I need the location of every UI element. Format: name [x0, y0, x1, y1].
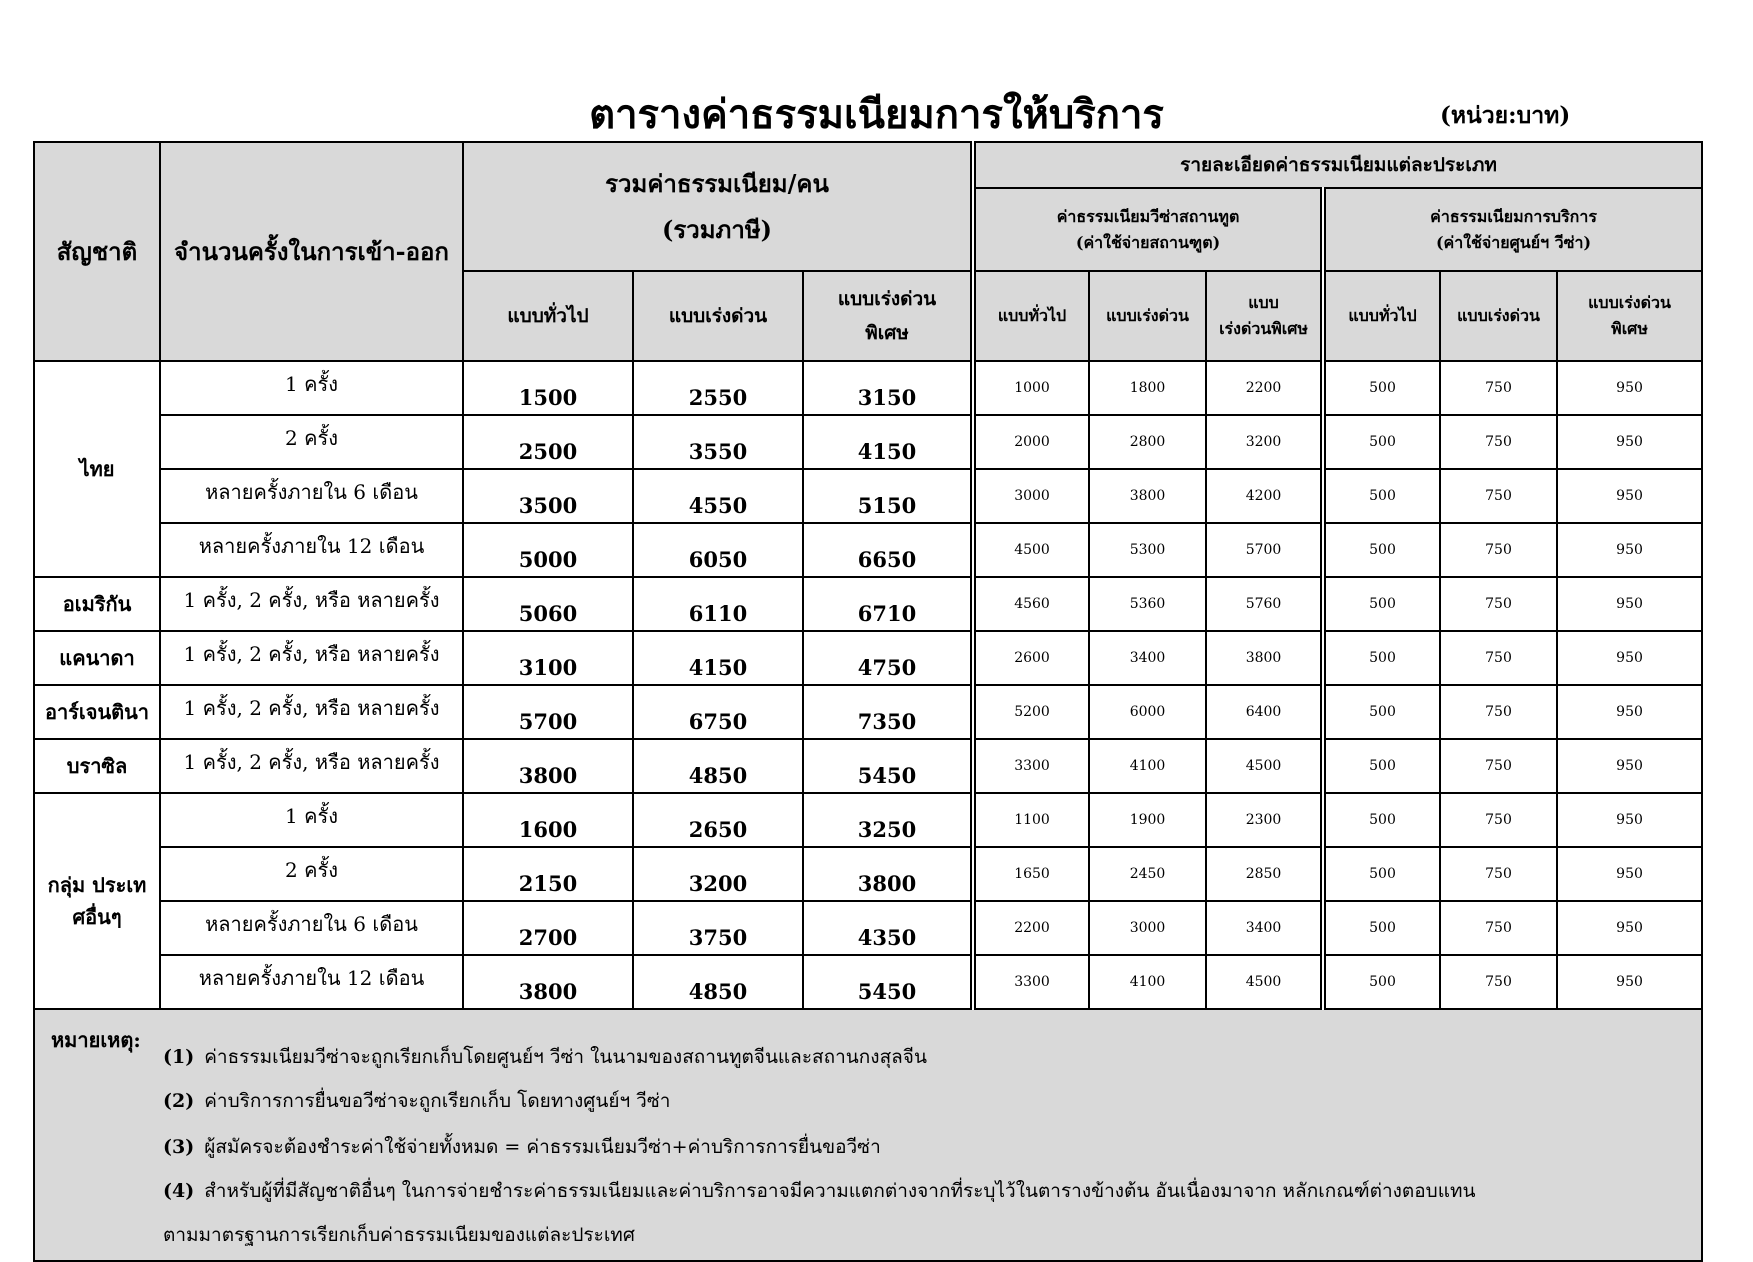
table-row	[34, 793, 1702, 847]
visa-cell: 5300	[1089, 523, 1206, 577]
service-cell: 950	[1557, 739, 1702, 793]
note-text: ค่าบริการการยื่นขอวีซ่าจะถูกเรียกเก็บ โดยทางศูนย์ฯ วีซ่า	[204, 1090, 671, 1112]
entries-cell: หลายครั้งภายใน 12 เดือน	[160, 523, 463, 577]
totals-cell: 2500	[463, 415, 633, 469]
visa-cell: 4560	[973, 577, 1089, 631]
header-visa-express: แบบเร่งด่วน	[1089, 271, 1206, 361]
visa-cell: 5700	[1206, 523, 1323, 577]
visa-cell: 3000	[973, 469, 1089, 523]
table-row	[34, 847, 1702, 901]
notes-cell	[34, 1009, 1702, 1261]
visa-cell: 3800	[1089, 469, 1206, 523]
table-row	[34, 577, 1702, 631]
header-visa-fee	[973, 188, 1323, 271]
totals-cell: 4150	[803, 415, 973, 469]
visa-cell: 3300	[973, 739, 1089, 793]
service-cell: 500	[1323, 415, 1440, 469]
totals-cell: 4850	[633, 739, 803, 793]
note-text: สำหรับผู้ที่มีสัญชาติอื่นๆ ในการจ่ายชำระค่าธรรมเนียมและค่าบริการอาจมีความแตกต่างจากที่ระบุไว้ในตารางข้างต้น อันเนื่องมาจาก หลักเกณฑ์ต่างตอบแทน	[204, 1180, 1476, 1202]
visa-cell: 5760	[1206, 577, 1323, 631]
entries-cell: 2 ครั้ง	[160, 415, 463, 469]
entries-cell: 2 ครั้ง	[160, 847, 463, 901]
totals-cell: 3250	[803, 793, 973, 847]
totals-cell: 3800	[803, 847, 973, 901]
visa-cell: 3400	[1089, 631, 1206, 685]
table-row	[34, 523, 1702, 577]
note-item	[163, 1132, 881, 1162]
note-number: (2)	[163, 1090, 195, 1112]
header-total	[463, 142, 973, 271]
service-cell: 500	[1323, 847, 1440, 901]
service-cell: 500	[1323, 523, 1440, 577]
header-total-special-line2: พิเศษ	[865, 322, 909, 344]
table-row	[34, 415, 1702, 469]
service-cell: 750	[1440, 793, 1557, 847]
entries-cell: 1 ครั้ง, 2 ครั้ง, หรือ หลายครั้ง	[160, 577, 463, 631]
header-svc-express: แบบเร่งด่วน	[1440, 271, 1557, 361]
visa-cell: 1650	[973, 847, 1089, 901]
totals-cell: 6710	[803, 577, 973, 631]
visa-cell: 1800	[1089, 361, 1206, 415]
service-cell: 750	[1440, 901, 1557, 955]
service-cell: 950	[1557, 685, 1702, 739]
header-nationality: สัญชาติ	[34, 142, 160, 361]
header-visa-special-line2: เร่งด่วนพิเศษ	[1219, 319, 1308, 338]
note-item	[163, 1042, 927, 1072]
visa-cell: 2800	[1089, 415, 1206, 469]
header-total-special	[803, 271, 973, 361]
service-cell: 750	[1440, 469, 1557, 523]
note-text: ค่าธรรมเนียมวีซ่าจะถูกเรียกเก็บโดยศูนย์ฯ วีซ่า ในนามของสถานทูตจีนและสถานกงสุลจีน	[204, 1046, 927, 1068]
service-cell: 500	[1323, 631, 1440, 685]
visa-cell: 1000	[973, 361, 1089, 415]
header-total-express: แบบเร่งด่วน	[633, 271, 803, 361]
totals-cell: 6750	[633, 685, 803, 739]
nationality-cell: แคนาดา	[34, 631, 160, 685]
totals-cell: 3550	[633, 415, 803, 469]
service-cell: 500	[1323, 469, 1440, 523]
header-svc-normal: แบบทั่วไป	[1323, 271, 1440, 361]
note-number: (1)	[163, 1046, 195, 1068]
table-row	[34, 469, 1702, 523]
totals-cell: 5150	[803, 469, 973, 523]
table-row	[34, 901, 1702, 955]
totals-cell: 7350	[803, 685, 973, 739]
nationality-cell: อเมริกัน	[34, 577, 160, 631]
service-cell: 750	[1440, 361, 1557, 415]
note-item	[163, 1086, 670, 1116]
visa-cell: 2000	[973, 415, 1089, 469]
visa-cell: 3800	[1206, 631, 1323, 685]
header-svc-special-line1: แบบเร่งด่วน	[1588, 293, 1671, 313]
visa-cell: 2200	[1206, 361, 1323, 415]
table-row	[34, 739, 1702, 793]
note-continuation: ตามมาตรฐานการเรียกเก็บค่าธรรมเนียมของแต่ละประเทศ	[163, 1224, 635, 1246]
service-cell: 500	[1323, 955, 1440, 1009]
totals-cell: 1500	[463, 361, 633, 415]
service-cell: 950	[1557, 361, 1702, 415]
visa-cell: 4500	[973, 523, 1089, 577]
fee-table	[33, 141, 1703, 1262]
totals-cell: 2550	[633, 361, 803, 415]
service-cell: 950	[1557, 631, 1702, 685]
service-cell: 500	[1323, 793, 1440, 847]
header-visa-normal: แบบทั่วไป	[973, 271, 1089, 361]
entries-cell: หลายครั้งภายใน 6 เดือน	[160, 901, 463, 955]
totals-cell: 6110	[633, 577, 803, 631]
header-total-normal: แบบทั่วไป	[463, 271, 633, 361]
visa-cell: 3200	[1206, 415, 1323, 469]
header-visa-fee-title: ค่าธรรมเนียมวีซ่าสถานทูต	[1056, 206, 1240, 226]
visa-cell: 2600	[973, 631, 1089, 685]
entries-cell: 1 ครั้ง	[160, 361, 463, 415]
header-total-sub: (รวมภาษี)	[662, 214, 773, 244]
totals-cell: 2650	[633, 793, 803, 847]
service-cell: 950	[1557, 577, 1702, 631]
table-row	[34, 685, 1702, 739]
visa-cell: 3400	[1206, 901, 1323, 955]
header-service-fee	[1323, 188, 1702, 271]
service-cell: 750	[1440, 523, 1557, 577]
header-svc-special-line2: พิเศษ	[1611, 319, 1648, 338]
totals-cell: 4150	[633, 631, 803, 685]
totals-cell: 5060	[463, 577, 633, 631]
service-cell: 500	[1323, 685, 1440, 739]
page-title: ตารางค่าธรรมเนียมการให้บริการ	[589, 91, 1164, 138]
visa-cell: 6400	[1206, 685, 1323, 739]
nationality-cell: อาร์เจนตินา	[34, 685, 160, 739]
service-cell: 950	[1557, 415, 1702, 469]
totals-cell: 4850	[633, 955, 803, 1009]
service-cell: 950	[1557, 847, 1702, 901]
service-cell: 950	[1557, 901, 1702, 955]
visa-cell: 1900	[1089, 793, 1206, 847]
visa-cell: 3000	[1089, 901, 1206, 955]
service-cell: 750	[1440, 577, 1557, 631]
nationality-cell: กลุ่ม ประเทศอื่นๆ	[34, 793, 160, 1009]
header-total-title: รวมค่าธรรมเนียม/คน	[605, 168, 829, 198]
visa-cell: 2300	[1206, 793, 1323, 847]
visa-cell: 2850	[1206, 847, 1323, 901]
service-cell: 950	[1557, 469, 1702, 523]
notes	[35, 1010, 1701, 1260]
visa-cell: 5360	[1089, 577, 1206, 631]
header-visa-special-line1: แบบ	[1248, 293, 1279, 313]
totals-cell: 2700	[463, 901, 633, 955]
nationality-cell: บราซิล	[34, 739, 160, 793]
notes-label: หมายเหตุ:	[51, 1028, 141, 1052]
service-cell: 750	[1440, 955, 1557, 1009]
service-cell: 750	[1440, 685, 1557, 739]
totals-cell: 5450	[803, 739, 973, 793]
visa-cell: 4500	[1206, 739, 1323, 793]
header-detail: รายละเอียดค่าธรรมเนียมแต่ละประเภท	[973, 142, 1702, 188]
service-cell: 750	[1440, 847, 1557, 901]
entries-cell: 1 ครั้ง	[160, 793, 463, 847]
totals-cell: 3150	[803, 361, 973, 415]
totals-cell: 5000	[463, 523, 633, 577]
note-number: (4)	[163, 1180, 195, 1202]
entries-cell: หลายครั้งภายใน 6 เดือน	[160, 469, 463, 523]
visa-cell: 4100	[1089, 739, 1206, 793]
nationality-cell: ไทย	[34, 361, 160, 577]
totals-cell: 5700	[463, 685, 633, 739]
visa-cell: 6000	[1089, 685, 1206, 739]
totals-cell: 3500	[463, 469, 633, 523]
fee-table-body	[34, 361, 1702, 1009]
header-total-special-line1: แบบเร่งด่วน	[837, 287, 937, 310]
service-cell: 750	[1440, 415, 1557, 469]
header-service-fee-title: ค่าธรรมเนียมการบริการ	[1430, 206, 1597, 226]
totals-cell: 5450	[803, 955, 973, 1009]
visa-cell: 4100	[1089, 955, 1206, 1009]
service-cell: 750	[1440, 631, 1557, 685]
entries-cell: 1 ครั้ง, 2 ครั้ง, หรือ หลายครั้ง	[160, 739, 463, 793]
visa-cell: 2200	[973, 901, 1089, 955]
note-item	[163, 1176, 1475, 1206]
visa-cell: 4500	[1206, 955, 1323, 1009]
totals-cell: 3750	[633, 901, 803, 955]
totals-cell: 3200	[633, 847, 803, 901]
service-cell: 950	[1557, 793, 1702, 847]
visa-cell: 5200	[973, 685, 1089, 739]
unit-label: (หน่วย:บาท)	[1440, 102, 1571, 129]
header-service-fee-sub: (ค่าใช้จ่ายศูนย์ฯ วีซ่า)	[1435, 232, 1592, 252]
totals-cell: 3800	[463, 955, 633, 1009]
service-cell: 500	[1323, 361, 1440, 415]
notes-row	[34, 1009, 1702, 1261]
totals-cell: 4550	[633, 469, 803, 523]
visa-cell: 4200	[1206, 469, 1323, 523]
table-row	[34, 361, 1702, 415]
totals-cell: 3800	[463, 739, 633, 793]
entries-cell: 1 ครั้ง, 2 ครั้ง, หรือ หลายครั้ง	[160, 685, 463, 739]
totals-cell: 4350	[803, 901, 973, 955]
header-entries: จำนวนครั้งในการเข้า-ออก	[160, 142, 463, 361]
header-visa-special	[1206, 271, 1323, 361]
header-svc-special	[1557, 271, 1702, 361]
table-row	[34, 631, 1702, 685]
totals-cell: 6650	[803, 523, 973, 577]
table-row	[34, 955, 1702, 1009]
entries-cell: 1 ครั้ง, 2 ครั้ง, หรือ หลายครั้ง	[160, 631, 463, 685]
totals-cell: 3100	[463, 631, 633, 685]
totals-cell: 4750	[803, 631, 973, 685]
service-cell: 500	[1323, 577, 1440, 631]
visa-cell: 3300	[973, 955, 1089, 1009]
header-visa-fee-sub: (ค่าใช้จ่ายสถานฑูต)	[1075, 232, 1221, 252]
visa-cell: 1100	[973, 793, 1089, 847]
service-cell: 500	[1323, 901, 1440, 955]
visa-cell: 2450	[1089, 847, 1206, 901]
entries-cell: หลายครั้งภายใน 12 เดือน	[160, 955, 463, 1009]
service-cell: 950	[1557, 955, 1702, 1009]
note-number: (3)	[163, 1136, 195, 1158]
totals-cell: 2150	[463, 847, 633, 901]
service-cell: 750	[1440, 739, 1557, 793]
totals-cell: 1600	[463, 793, 633, 847]
service-cell: 950	[1557, 523, 1702, 577]
service-cell: 500	[1323, 739, 1440, 793]
note-text: ผู้สมัครจะต้องชำระค่าใช้จ่ายทั้งหมด = ค่าธรรมเนียมวีซ่า+ค่าบริการการยื่นขอวีซ่า	[204, 1136, 881, 1158]
totals-cell: 6050	[633, 523, 803, 577]
